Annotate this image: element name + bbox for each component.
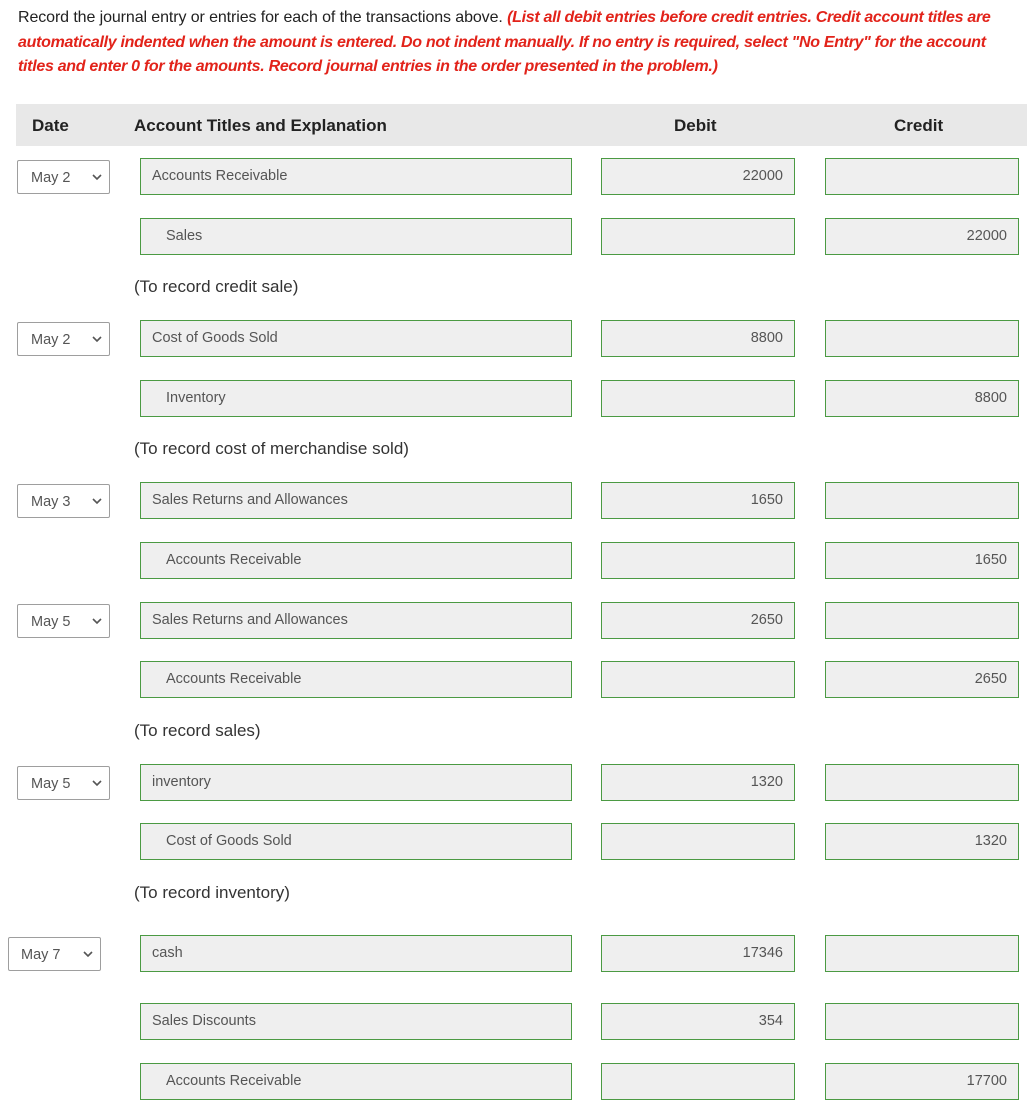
account-field[interactable]: Accounts Receivable	[140, 542, 572, 579]
account-field[interactable]: Cost of Goods Sold	[140, 823, 572, 860]
debit-field[interactable]: 1320	[601, 764, 795, 801]
chevron-down-icon	[91, 172, 103, 182]
instructions-lead: Record the journal entry or entries for each of the transactions above.	[18, 9, 503, 26]
credit-field[interactable]	[825, 158, 1019, 195]
instructions	[18, 6, 1018, 80]
chevron-down-icon	[91, 778, 103, 788]
date-select[interactable]	[17, 766, 110, 800]
account-field[interactable]: Inventory	[140, 380, 572, 417]
chevron-down-icon	[82, 949, 94, 959]
credit-field[interactable]: 2650	[825, 661, 1019, 698]
debit-field[interactable]: 8800	[601, 320, 795, 357]
debit-field[interactable]	[601, 218, 795, 255]
date-select[interactable]	[17, 322, 110, 356]
debit-field[interactable]: 22000	[601, 158, 795, 195]
account-field[interactable]: Cost of Goods Sold	[140, 320, 572, 357]
debit-field[interactable]	[601, 542, 795, 579]
entry-explanation: (To record cost of merchandise sold)	[134, 439, 409, 458]
debit-field[interactable]	[601, 823, 795, 860]
debit-field[interactable]	[601, 380, 795, 417]
header-debit: Debit	[674, 116, 717, 135]
credit-field[interactable]	[825, 320, 1019, 357]
account-field[interactable]: Sales Returns and Allowances	[140, 602, 572, 639]
date-value: May 3	[31, 494, 71, 510]
debit-field[interactable]: 17346	[601, 935, 795, 972]
account-field[interactable]: Accounts Receivable	[140, 661, 572, 698]
debit-field[interactable]: 1650	[601, 482, 795, 519]
account-field[interactable]: Sales	[140, 218, 572, 255]
credit-field[interactable]	[825, 482, 1019, 519]
credit-field[interactable]: 8800	[825, 380, 1019, 417]
date-value: May 5	[31, 776, 71, 792]
credit-field[interactable]	[825, 935, 1019, 972]
date-select[interactable]	[17, 160, 110, 194]
date-select[interactable]	[17, 484, 110, 518]
date-select[interactable]	[17, 604, 110, 638]
date-value: May 2	[31, 170, 71, 186]
header-credit: Credit	[894, 116, 944, 135]
account-field[interactable]: Accounts Receivable	[140, 158, 572, 195]
entry-explanation: (To record sales)	[134, 721, 261, 740]
account-field[interactable]: Accounts Receivable	[140, 1063, 572, 1100]
date-value: May 5	[31, 614, 71, 630]
date-value: May 7	[21, 947, 61, 963]
header-account: Account Titles and Explanation	[134, 116, 387, 135]
debit-field[interactable]: 354	[601, 1003, 795, 1040]
entry-explanation: (To record inventory)	[134, 883, 290, 902]
date-select[interactable]	[8, 937, 101, 971]
header-date: Date	[32, 116, 69, 135]
chevron-down-icon	[91, 496, 103, 506]
chevron-down-icon	[91, 334, 103, 344]
account-field[interactable]: Sales Discounts	[140, 1003, 572, 1040]
credit-field[interactable]	[825, 1003, 1019, 1040]
debit-field[interactable]: 2650	[601, 602, 795, 639]
table-header	[16, 104, 1027, 146]
account-field[interactable]: cash	[140, 935, 572, 972]
credit-field[interactable]: 17700	[825, 1063, 1019, 1100]
credit-field[interactable]	[825, 602, 1019, 639]
account-field[interactable]: Sales Returns and Allowances	[140, 482, 572, 519]
credit-field[interactable]: 1650	[825, 542, 1019, 579]
instructions-note: (List all debit entries before credit entries. Credit account titles are automatically indented when the amount is entered. Do not indent manually. If no entry is required, select "No Entry" for the account titles and enter 0 for the amounts. Record journal entries in the order presented in the problem.)	[18, 9, 991, 75]
date-value: May 2	[31, 332, 71, 348]
entry-explanation: (To record credit sale)	[134, 277, 299, 296]
account-field[interactable]: inventory	[140, 764, 572, 801]
credit-field[interactable]: 22000	[825, 218, 1019, 255]
debit-field[interactable]	[601, 1063, 795, 1100]
chevron-down-icon	[91, 616, 103, 626]
debit-field[interactable]	[601, 661, 795, 698]
credit-field[interactable]	[825, 764, 1019, 801]
credit-field[interactable]: 1320	[825, 823, 1019, 860]
